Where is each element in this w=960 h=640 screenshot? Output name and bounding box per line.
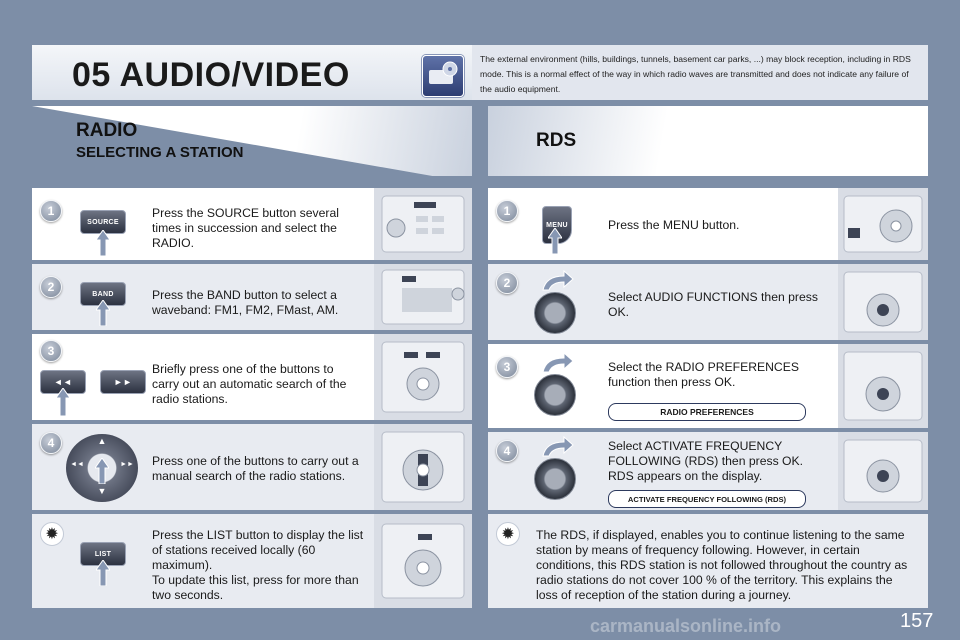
press-arrow-icon (95, 458, 109, 489)
rds-step-2-text: Select AUDIO FUNCTIONS then press OK. (608, 290, 818, 319)
step-number-badge: 1 (496, 200, 518, 222)
rds-step-3-panel-image (838, 344, 928, 428)
up-button[interactable]: ▲ (97, 436, 107, 446)
seek-forward-button[interactable]: ►► (100, 370, 146, 394)
audio-video-chapter-icon (422, 55, 464, 97)
down-button[interactable]: ▼ (97, 486, 107, 496)
list-tip-text: Press the LIST button to display the list of stations received locally (60 maximum). To update this list, press for more than two seconds. (152, 528, 364, 602)
rotary-knob[interactable] (534, 458, 576, 500)
seek-back-button[interactable]: ◄◄ (40, 370, 86, 394)
rds-step-1-text: Press the MENU button. (608, 218, 740, 232)
rotary-knob[interactable] (534, 292, 576, 334)
press-arrow-icon (96, 300, 110, 331)
tip-bulb-icon: ✹ (496, 522, 520, 546)
page-title: 05 AUDIO/VIDEO (72, 56, 350, 94)
radio-step-1-text: Press the SOURCE button several times in succession and select the RADIO. (152, 206, 339, 250)
radio-section-subtitle: SELECTING A STATION (76, 144, 244, 161)
reception-note: The external environment (hills, buildings, tunnels, basement car parks, ...) may block reception, including in RDS mode. This is a normal effect of the way in which radio waves are transmitted and does not indicate any failure of the audio equipment. (480, 54, 911, 94)
press-arrow-icon (96, 560, 110, 591)
step-number-badge: 2 (496, 272, 518, 294)
rotary-knob[interactable] (534, 374, 576, 416)
radio-section-title: RADIO (76, 120, 138, 141)
rds-tip-text: The RDS, if displayed, enables you to continue listening to the same station by means of frequency following. However, in certain conditions, this RDS station is not followed throughout the country as radio stations do not cover 100 % of the territory. This explains the loss of reception of the station during a journey. (536, 528, 908, 602)
radio-step-2-text: Press the BAND button to select a waveband: FM1, FM2, FMast, AM. (152, 288, 339, 317)
rds-step-1-panel-image (838, 188, 928, 260)
radio-step-3-panel-image (374, 334, 472, 420)
press-arrow-icon (56, 388, 70, 421)
rds-step-2-panel-image (838, 264, 928, 340)
step-number-badge: 4 (40, 432, 62, 454)
rds-step-4-panel-image (838, 432, 928, 510)
list-button[interactable]: LIST (80, 542, 126, 566)
source-button[interactable]: SOURCE (80, 210, 126, 234)
radio-step-4-panel-image (374, 424, 472, 510)
radio-step-2-panel-image (374, 264, 472, 330)
step-number-badge: 4 (496, 440, 518, 462)
press-arrow-icon (96, 230, 110, 261)
radio-step-3-text: Briefly press one of the buttons to carry out an automatic search of the radio stations. (152, 362, 347, 406)
step-number-badge: 3 (40, 340, 62, 362)
watermark: carmanualsonline.info (590, 616, 782, 636)
step-number-badge: 3 (496, 356, 518, 378)
step-number-badge: 1 (40, 200, 62, 222)
right-button[interactable]: ►► (120, 461, 134, 468)
rds-step-4-text: Select ACTIVATE FREQUENCY FOLLOWING (RDS) then press OK. RDS appears on the display. (608, 439, 804, 483)
activate-frequency-following-label: ACTIVATE FREQUENCY FOLLOWING (RDS) (608, 490, 806, 508)
page-number: 157 (900, 610, 934, 632)
left-button[interactable]: ◄◄ (70, 461, 84, 468)
menu-button[interactable]: MENU (542, 206, 572, 244)
radio-step-4-text: Press one of the buttons to carry out a manual search of the radio stations. (152, 454, 359, 483)
tip-bulb-icon: ✹ (40, 522, 64, 546)
rds-section-title: RDS (536, 130, 577, 151)
band-button[interactable]: BAND (80, 282, 126, 306)
step-number-badge: 2 (40, 276, 62, 298)
radio-step-1-panel-image (374, 188, 472, 260)
radio-preferences-label: RADIO PREFERENCES (608, 403, 806, 421)
press-arrow-icon (548, 228, 562, 259)
rds-step-3-text: Select the RADIO PREFERENCES function then press OK. (608, 360, 799, 389)
list-tip-panel-image (374, 514, 472, 608)
